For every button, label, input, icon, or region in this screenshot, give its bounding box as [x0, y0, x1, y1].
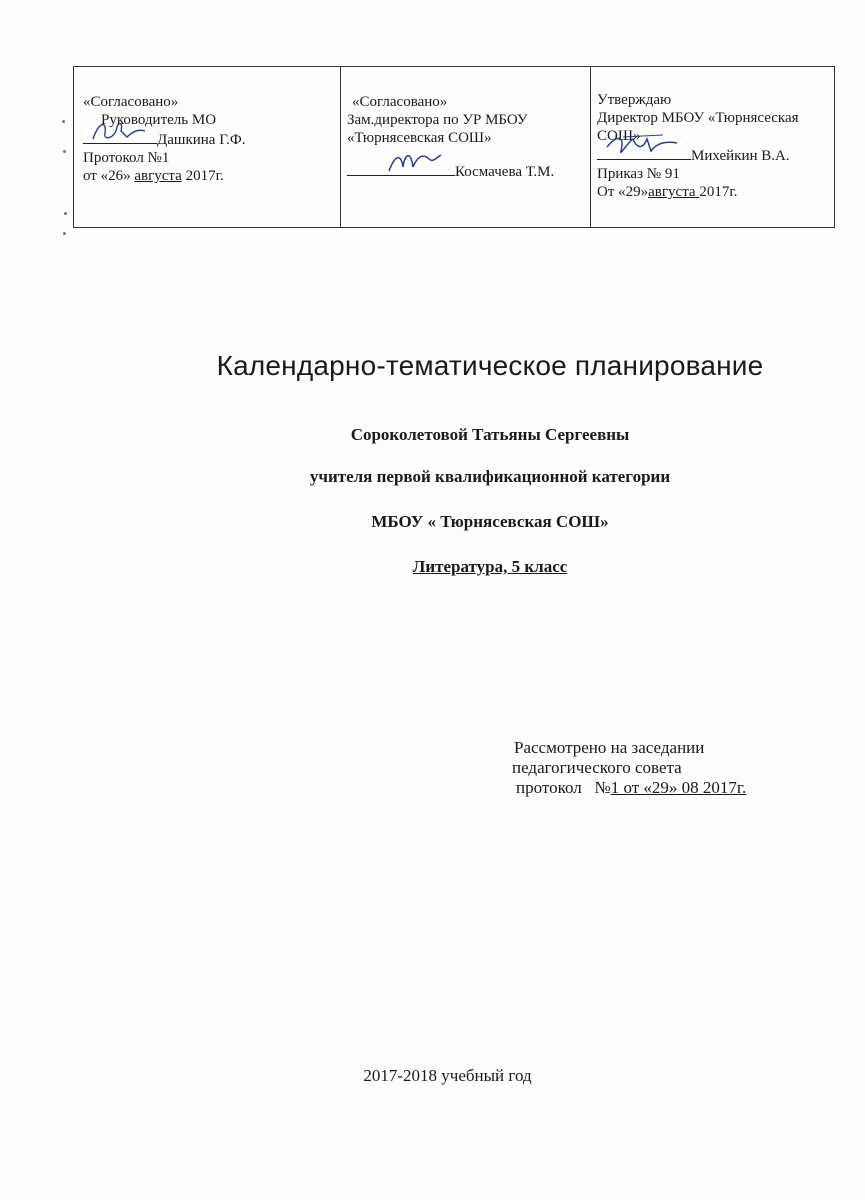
- approval-mo-heading: «Согласовано»: [83, 94, 179, 110]
- approval-mo: [74, 67, 340, 227]
- academic-year: 2017-2018 учебный год: [363, 1066, 532, 1085]
- teacher-category: учителя первой квалификационной категории: [309, 467, 671, 486]
- approval-deputy-heading: «Согласовано»: [352, 94, 448, 110]
- approval-director-order: Приказ № 91: [597, 166, 680, 182]
- signature-line: [597, 145, 691, 160]
- council-note: [500, 738, 746, 798]
- signature-kosmacheva: [385, 149, 445, 175]
- approval-deputy-name: Космачева Т.М.: [455, 164, 555, 180]
- signature-line: [83, 129, 157, 144]
- scan-speck: [63, 150, 66, 153]
- approval-director-role: Директор МБОУ «Тюрнясеская: [597, 110, 799, 126]
- approval-mo-role: Руководитель МО: [101, 112, 217, 128]
- approval-mo-date: от «26» августа 2017г.: [83, 168, 224, 184]
- council-note-line2: педагогического совета: [512, 758, 682, 777]
- scan-speck: [63, 232, 66, 235]
- approval-director-heading: Утверждаю: [597, 92, 672, 108]
- approval-director-school: СОШ»: [597, 128, 641, 144]
- approval-mo-protocol: Протокол №1: [83, 150, 170, 166]
- signature-dashkina: [87, 119, 149, 143]
- approval-deputy-school: «Тюрнясевская СОШ»: [347, 130, 492, 146]
- approval-deputy: [340, 67, 590, 227]
- subject-grade: Литература, 5 класс: [412, 557, 568, 576]
- scan-speck: [64, 212, 67, 215]
- council-note-line1: Рассмотрено на заседании: [514, 738, 705, 757]
- school-name: МБОУ « Тюрнясевская СОШ»: [371, 512, 609, 531]
- approval-director-date: От «29»августа 2017г.: [597, 184, 738, 200]
- teacher-name: Сороколетовой Татьяны Сергеевны: [350, 425, 630, 444]
- approval-deputy-role: Зам.директора по УР МБОУ: [347, 112, 528, 128]
- document-title: Календарно-тематическое планирование: [216, 350, 764, 381]
- scan-speck: [62, 120, 65, 123]
- council-note-protocol: протокол №1 от «29» 08 2017г.: [516, 778, 747, 797]
- approval-director: [590, 67, 834, 227]
- approval-director-name: Михейкин В.А.: [691, 148, 790, 164]
- approval-table: [73, 66, 835, 228]
- signature-line: [347, 161, 455, 176]
- approval-mo-name: Дашкина Г.Ф.: [157, 132, 246, 148]
- signature-mikheykin: [603, 131, 683, 159]
